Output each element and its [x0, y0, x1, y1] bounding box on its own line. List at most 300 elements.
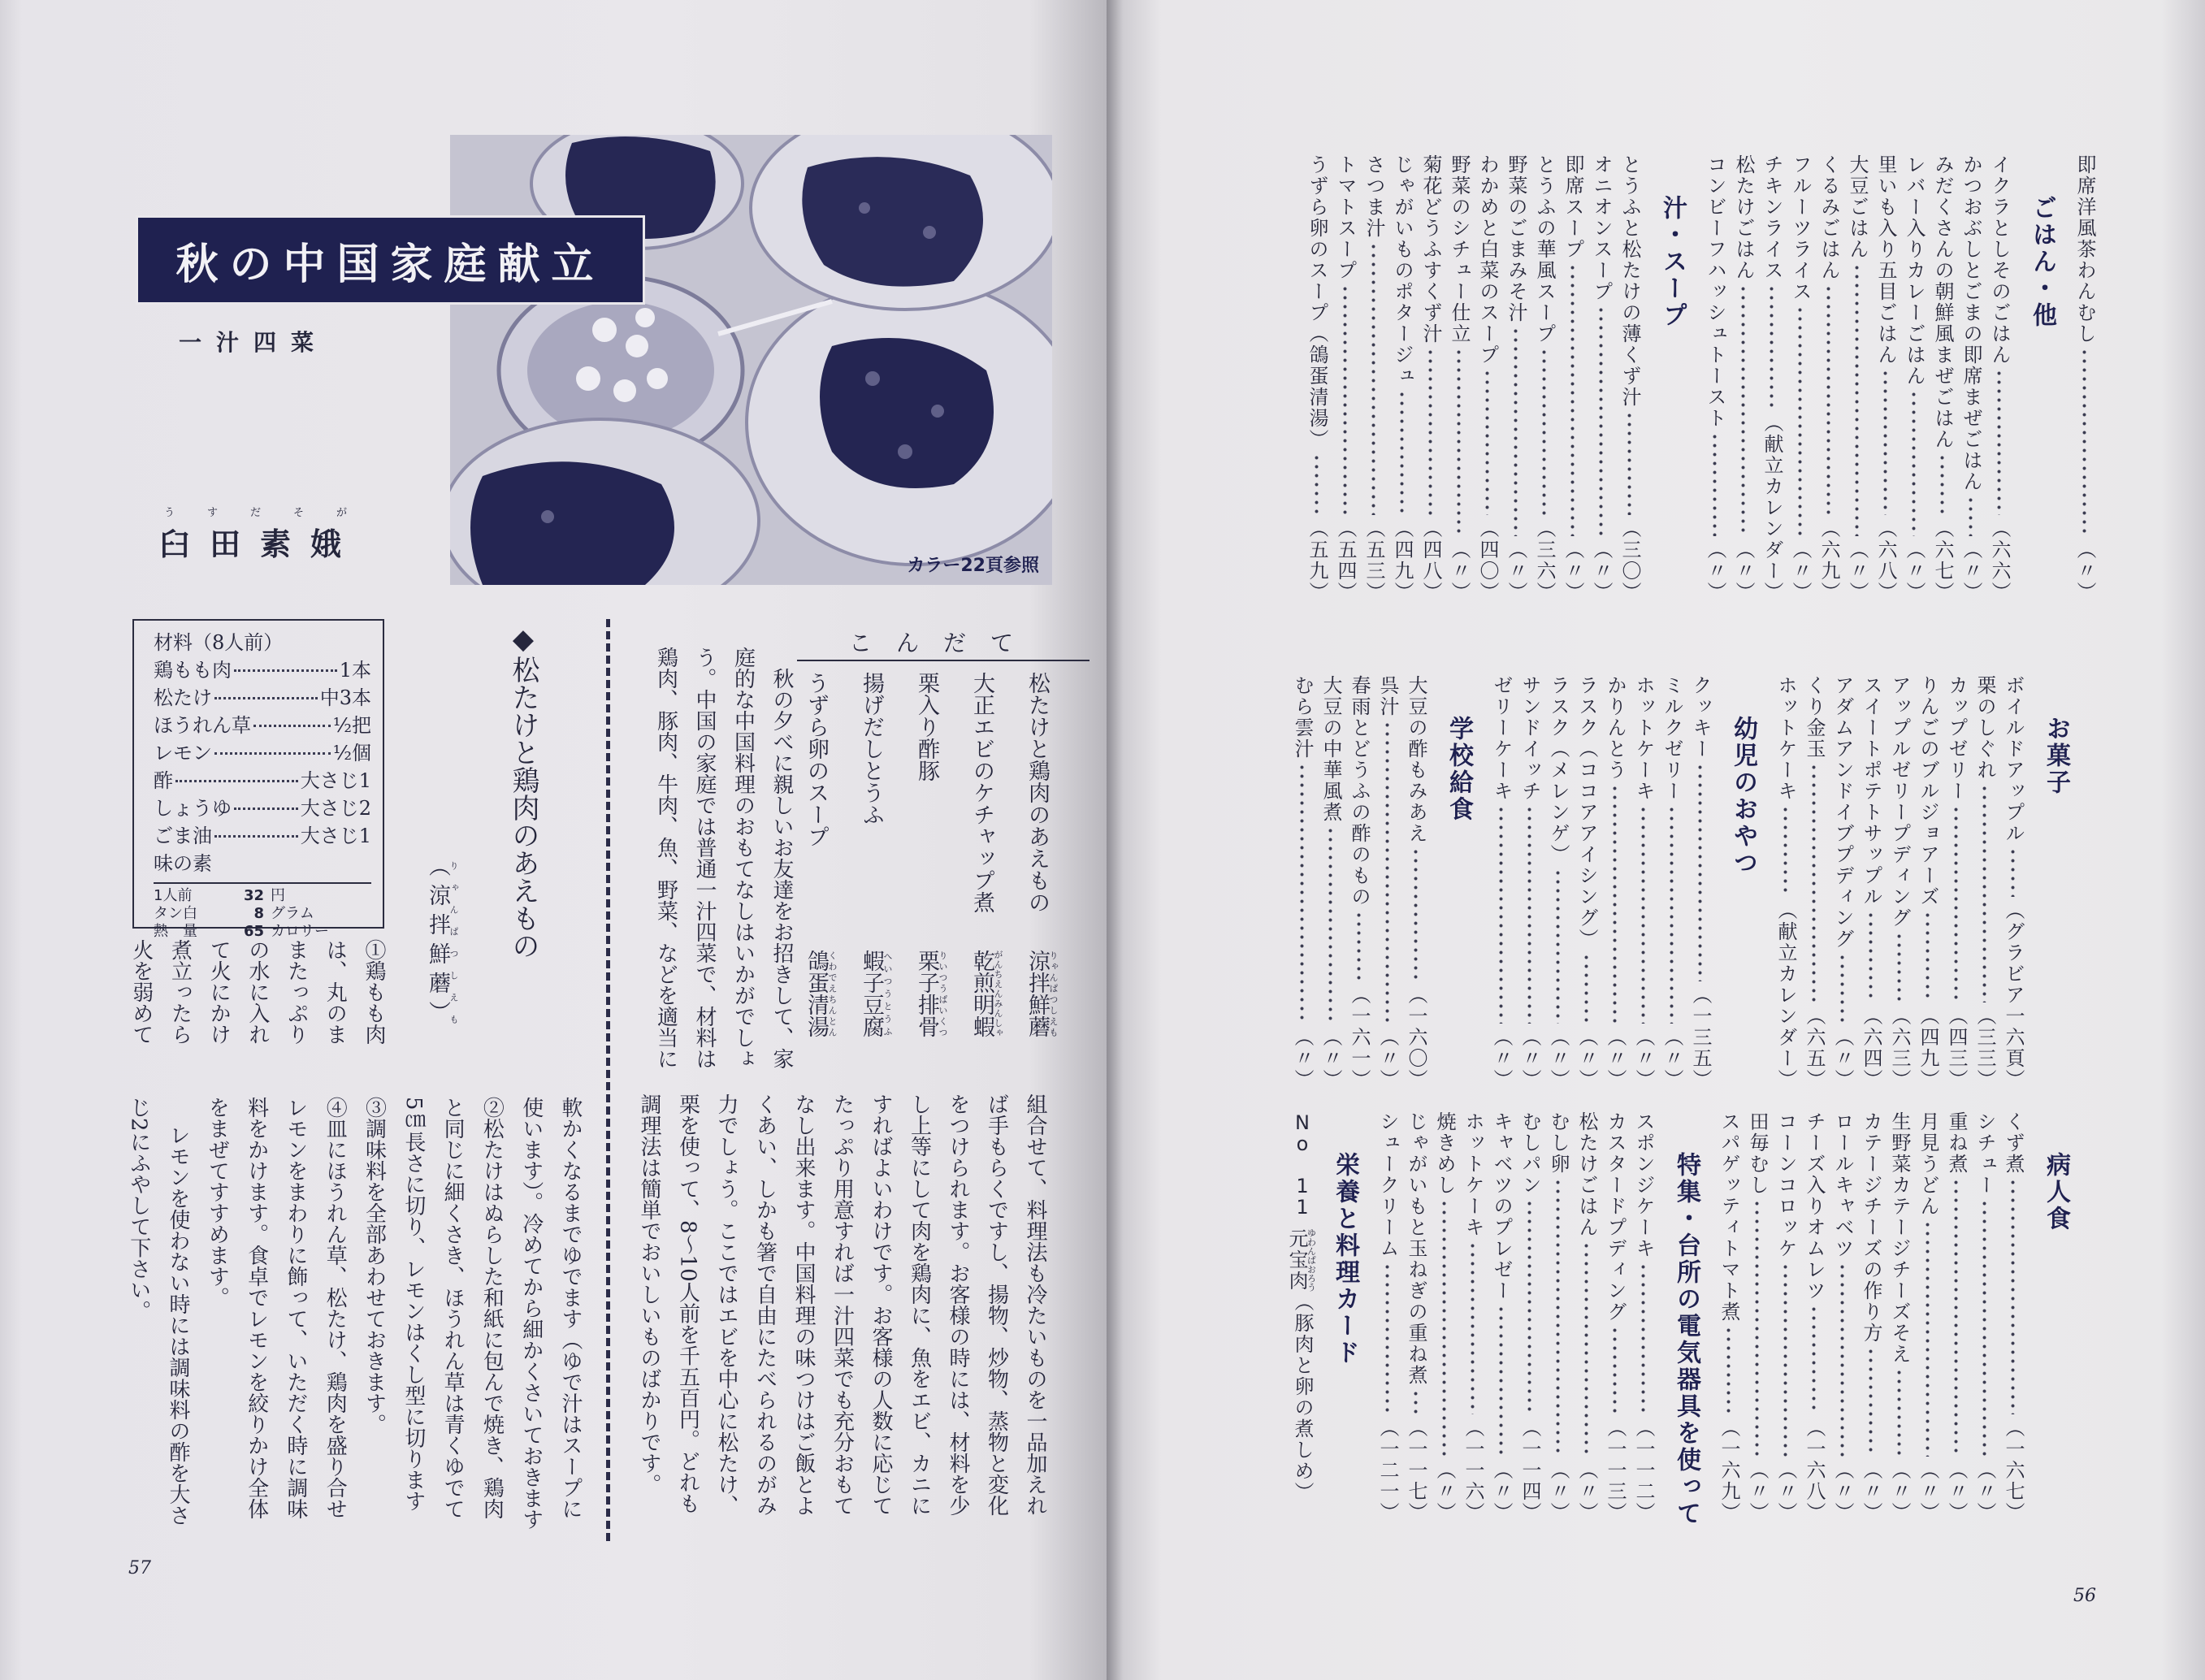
dot-leader: [1458, 1241, 1487, 1414]
dot-leader: [1999, 847, 2027, 897]
nutrition-label: 1人前: [154, 887, 193, 904]
menu-item-chinese: [843, 950, 899, 1037]
photo-caption: カラー22頁参照: [907, 556, 1039, 576]
section-heading: 病人食: [2042, 1152, 2070, 1232]
index-entry-name: 栗のしぐれ: [1973, 675, 1996, 781]
dot-leader: [1970, 1199, 1999, 1457]
index-entry-page-ref: （〃）: [1376, 1027, 1399, 1090]
index-entry-page-ref: （六四）: [1860, 1006, 1882, 1090]
dot-leader: [1843, 263, 1871, 536]
index-entry-name: 野菜のごまみそ汁: [1505, 154, 1527, 323]
index-entry: [1388, 154, 1416, 603]
dot-leader: [2070, 348, 2099, 536]
index-entry-name: むら雲汁: [1291, 675, 1314, 760]
text-line: と同じに細くさき、ほうれん草は青くゆでて: [440, 1097, 466, 1519]
index-entry-page-ref: （六九）: [1817, 518, 1840, 603]
index-entry: [1587, 154, 1615, 603]
index-entry-page-ref: （〃）: [1917, 1460, 1939, 1523]
section-heading: 学校給食: [1445, 716, 1473, 823]
text-line: くあい、しかも箸で自由にたべられるのがみ: [752, 1093, 778, 1516]
index-entry: [1970, 1111, 1999, 1523]
index-entry: [1900, 154, 1928, 603]
text-line: 料をかけます。食卓でレモンを絞りかけ全体: [244, 1097, 269, 1519]
dot-leader: [1814, 284, 1843, 515]
index-entry-page-ref: （〃）: [1945, 1460, 1968, 1523]
dot-leader: [1771, 805, 1800, 897]
index-entry: [1913, 1111, 1942, 1523]
menu-item-chinese-name: 蝦子豆腐: [859, 950, 884, 1037]
index-entry: [1985, 154, 2013, 603]
index-entry: [1629, 1111, 1657, 1523]
index-entry-page-ref: （〃）: [1661, 1027, 1683, 1090]
dot-leader: [1913, 911, 1942, 1002]
index-entry-name: キャベツのプレゼー: [1490, 1111, 1513, 1301]
index-entry-page-ref: （〃）: [1490, 1027, 1513, 1090]
index-entry-page-ref: （グラビア一六頁）: [2002, 900, 2025, 1090]
index-entry: [1686, 675, 1714, 1090]
menu-item-ruby: がんちえんみんしゃ: [993, 950, 1003, 1037]
index-entry: [2070, 154, 2099, 603]
text-line: 火を弱めて: [128, 939, 154, 1045]
index-entry-page-ref: （〃）: [1291, 1027, 1314, 1090]
ingredient-row: [154, 712, 371, 739]
index-entry-page-ref: （三六）: [1533, 518, 1556, 603]
text-line: じ2にふやして下さい。: [126, 1097, 151, 1322]
page-number-right: 56: [2073, 1586, 2096, 1606]
index-entry: [1572, 675, 1601, 1090]
text-line: レモンを使わない時には調味料の酢を大さ: [166, 1124, 191, 1526]
ingredient-amount: ½把: [332, 714, 371, 737]
index-entry-page-ref: （三〇）: [1618, 518, 1641, 603]
dot-leader: [1686, 763, 1714, 981]
recipe-steps-bottom: [119, 1097, 590, 1539]
index-entry-page-ref: （三三）: [1973, 1006, 1996, 1090]
index-entry: [1885, 675, 1913, 1090]
section-heading: 栄養と料理カード: [1331, 1152, 1359, 1366]
dot-leader: [1800, 1305, 1828, 1414]
index-entry: [1657, 675, 1686, 1090]
index-entry-page-ref: （一一二）: [1632, 1418, 1655, 1523]
index-entry: [1970, 675, 1999, 1090]
index-entry-page-ref: （〃）: [1604, 1027, 1627, 1090]
menu-item-chinese-name: 鴿蛋清湯: [804, 950, 829, 1037]
nutrition-unit: カロリー: [271, 923, 329, 940]
text-line: 調理法は簡単でおいしいものばかりです。: [637, 1093, 661, 1495]
index-entry-page-ref: （〃）: [1903, 539, 1926, 603]
page-number-left: 57: [128, 1558, 151, 1578]
dot-leader: [1601, 784, 1629, 1024]
index-band-middle: [1224, 675, 2084, 1090]
index-entry: [1828, 675, 1856, 1090]
dot-leader: [175, 780, 298, 782]
index-entry-name: 野菜のシチュー仕立: [1448, 154, 1471, 344]
index-entry: [1401, 675, 1430, 1090]
dot-leader: [1373, 721, 1401, 1024]
index-entry-name: カスタードプディング: [1604, 1111, 1627, 1323]
index-entry-name: スパゲッティトマト煮: [1718, 1111, 1740, 1323]
recipe-chinese-name-text: （涼拌鮮蘑）: [425, 855, 450, 1030]
ingredient-row: [154, 684, 371, 712]
index-entry-name: ボイルドアップル: [2002, 675, 2025, 844]
index-entry-page-ref: （〃）: [1448, 539, 1471, 603]
index-entry-page-ref: （〃）: [1319, 1027, 1342, 1090]
dot-leader: [1771, 1262, 1800, 1457]
menu-item-name: 栗入り酢豚: [914, 672, 939, 782]
dot-leader: [1757, 284, 1786, 409]
index-entry: [1331, 154, 1359, 603]
index-entry-page-ref: （〃）: [1575, 1460, 1598, 1523]
index-entry-name: とうふの華風スープ: [1533, 154, 1556, 344]
index-entry-name: 即席洋風茶わんむし: [2073, 154, 2096, 344]
index-entry: [1373, 1111, 1401, 1523]
menu-item-ruby: くわでえちんとん: [827, 950, 838, 1037]
index-entry-name: 大豆ごはん: [1846, 154, 1869, 260]
dot-leader: [1999, 1178, 2027, 1414]
index-entry: [1572, 1111, 1601, 1523]
index-entry: [1445, 154, 1473, 603]
index-entry: [1515, 675, 1544, 1090]
menu-item-chinese: [954, 950, 1009, 1037]
dot-leader: [1302, 453, 1331, 515]
index-entry-name: ロールキャベツ: [1831, 1111, 1854, 1259]
index-entry: [1359, 154, 1388, 603]
ingredient-row: [154, 739, 371, 767]
dot-leader: [1985, 369, 2013, 515]
dot-leader: [1913, 1220, 1942, 1457]
dot-leader: [1615, 411, 1644, 515]
dot-leader: [1900, 390, 1928, 536]
text-line: またっぷり: [284, 939, 309, 1045]
index-entry: [1629, 675, 1657, 1090]
dot-leader: [1942, 805, 1970, 1002]
dot-leader: [1856, 911, 1885, 1002]
index-entry-page-ref: （一一七）: [1405, 1418, 1427, 1523]
dashed-divider: [606, 619, 610, 1541]
index-entry: [1544, 1111, 1572, 1523]
dot-leader: [1373, 1262, 1401, 1414]
index-entry-name: コンビーフハッシュトースト: [1704, 154, 1726, 429]
index-entry-page-ref: （一六〇）: [1405, 985, 1427, 1090]
ingredient-amount: ½個: [332, 742, 371, 764]
index-entry: [1700, 154, 1729, 603]
index-entry: [1885, 1111, 1913, 1523]
text-line: 組合せて、料理法も冷たいものを一品加えれ: [1023, 1093, 1047, 1516]
ingredient-row: [154, 767, 371, 795]
index-entry-page-ref: （四三）: [1945, 1006, 1968, 1090]
index-entry-name: 月見うどん: [1917, 1111, 1939, 1217]
index-entry-page-ref: （〃）: [1575, 1027, 1598, 1090]
text-line: ④皿にほうれん草、松たけ、鶏肉を盛り合せ: [323, 1097, 348, 1519]
index-entry-page-ref: （一一六）: [1462, 1418, 1484, 1523]
index-entry: [1430, 1111, 1458, 1523]
author-ruby: うすだそが: [164, 507, 380, 519]
index-entry-name: かつおぶしとごまの即席まぜごはん: [1960, 154, 1982, 492]
ingredient-name: 鶏もも肉: [154, 659, 232, 682]
ingredient-name: 味の素: [154, 852, 212, 875]
text-line: なし出来ます。中国料理の味つけはご飯とよ: [791, 1093, 816, 1516]
ingredient-amount: 大さじ2: [300, 797, 371, 820]
index-entry-name: 春雨とどうふの酢のもの: [1348, 675, 1371, 907]
ingredient-name: しょうゆ: [154, 797, 232, 820]
ingredient-name: レモン: [154, 742, 212, 764]
menu-item-chinese-name: 乾煎明蝦: [969, 950, 994, 1037]
index-band-bottom: [1224, 1111, 2084, 1527]
dot-leader: [1544, 1178, 1572, 1457]
dot-leader: [1885, 1368, 1913, 1457]
index-entry-name: かりんとう: [1604, 675, 1627, 781]
food-photo: [450, 135, 1052, 585]
menu-item-ruby: へいつうとうふ: [882, 950, 893, 1037]
index-entry-name: スイートポテトサップル: [1860, 675, 1882, 907]
dot-leader: [1288, 763, 1316, 1024]
index-entry: [1913, 675, 1942, 1090]
index-entry-name: 菊花どうふすくず汁: [1419, 154, 1442, 344]
text-line: をまぜてすすめます。: [205, 1097, 230, 1308]
dot-leader: [214, 697, 318, 699]
index-entry-name: 焼きめし: [1433, 1111, 1456, 1196]
index-entry-name: むし卵: [1547, 1111, 1570, 1175]
index-entry-name: スポンジケーキ: [1632, 1111, 1655, 1259]
index-entry-page-ref: （〃）: [1518, 1027, 1541, 1090]
index-entry-name: コーンコロッケ: [1774, 1111, 1797, 1259]
menu-item: [843, 672, 899, 1037]
index-entry: [1515, 1111, 1544, 1523]
index-entry-page-ref: （一六一）: [1348, 985, 1371, 1090]
index-entry-page-ref: （〃）: [1973, 1460, 1996, 1523]
ingredient-name: ほうれん草: [154, 714, 251, 737]
dot-leader: [1587, 305, 1615, 536]
index-entry-page-ref: （〃）: [1547, 1027, 1570, 1090]
index-entry-name: チーズ入りオムレツ: [1803, 1111, 1826, 1301]
dot-leader: [214, 835, 298, 838]
index-entry-page-ref: （〃）: [1704, 539, 1726, 603]
section-heading: 特集・台所の電気器具を使って: [1672, 1152, 1700, 1527]
index-entry-ruby-group: [1285, 1228, 1317, 1292]
dot-leader: [1714, 1326, 1743, 1414]
index-entry-name: わかめと白菜のスープ: [1476, 154, 1499, 366]
index-entry-page-ref: （献立カレンダー）: [1774, 900, 1797, 1090]
menu-item: [954, 672, 1009, 1037]
index-entry-name: ラスク（メレンゲ）: [1547, 675, 1570, 865]
dot-leader: [1942, 1178, 1970, 1457]
index-band-top: [1235, 154, 2099, 603]
dot-leader: [1359, 242, 1388, 515]
ingredient-row: [154, 850, 371, 877]
index-entry-name: 生野菜カテージチーズそえ: [1888, 1111, 1911, 1365]
index-entry-page-ref: （〃）: [2073, 539, 2096, 603]
index-entry-page-ref: （〃）: [1888, 1460, 1911, 1523]
index-entry-name: トマトスープ: [1334, 154, 1357, 281]
ingredient-name: ごま油: [154, 825, 212, 847]
dot-leader: [1388, 390, 1416, 515]
dot-leader: [1487, 1305, 1515, 1457]
index-entry: [1714, 1111, 1743, 1523]
right-page: [1107, 0, 2205, 1680]
index-entry: [1601, 1111, 1629, 1523]
index-entry-name: りんごのブルジョアーズ: [1917, 675, 1939, 907]
menu-item-name: 松たけと鶏肉のあえもの: [1025, 672, 1050, 913]
text-line: 煮立ったら: [167, 939, 193, 1045]
index-entry: [1373, 675, 1401, 1090]
index-entry-name: オニオンスープ: [1590, 154, 1613, 302]
index-entry-page-ref: （〃）: [1774, 1460, 1797, 1523]
index-entry-page-ref: （六七）: [1931, 518, 1954, 603]
index-entry: [1871, 154, 1900, 603]
index-entry-name: シチュー: [1973, 1111, 1996, 1196]
nutrition-table: [154, 882, 371, 941]
text-line: 鶏肉、豚肉、牛肉、魚、野菜、などを適当に: [653, 647, 678, 1069]
ingredient-row: [154, 795, 371, 822]
nutrition-row: [154, 887, 371, 905]
index-entry: [1316, 675, 1345, 1090]
dot-leader: [1515, 805, 1544, 1024]
dot-leader: [214, 752, 331, 755]
index-entry: [1786, 154, 1814, 603]
ingredient-row: [154, 656, 371, 684]
section-heading: 汁・スープ: [1658, 195, 1687, 329]
menu-item: [899, 672, 954, 1037]
index-entry: [1302, 154, 1331, 603]
text-line: 栗を使って、8～10人前を千五百円。どれも: [675, 1093, 700, 1514]
section-heading: 幼児のおやつ: [1729, 716, 1757, 877]
index-entry-page-ref: （〃）: [1590, 539, 1613, 603]
index-entry: [1942, 675, 1970, 1090]
dot-leader: [1430, 1199, 1458, 1457]
index-entry-page-ref: （一六七）: [2002, 1418, 2025, 1523]
index-entry-page-ref: （一二一）: [1376, 1418, 1399, 1523]
nutrition-value: 32: [243, 887, 264, 904]
menu-item-ruby: りいつうぱいくつ: [938, 950, 948, 1037]
dot-leader: [1316, 826, 1345, 1024]
index-entry-page-ref: （〃）: [1490, 1460, 1513, 1523]
index-entry-page-ref: （四八）: [1419, 518, 1442, 603]
index-entry-name: ホットケーキ: [1632, 675, 1655, 802]
index-entry-page-ref: （〃）: [1860, 1460, 1882, 1523]
index-entry-page-ref: （五四）: [1334, 518, 1357, 603]
index-entry-page-ref: （〃）: [1547, 1460, 1570, 1523]
dot-leader: [1885, 932, 1913, 1002]
menu-item-name: 揚げだしとうふ: [859, 672, 884, 825]
index-entry-page-ref: （一一三）: [1604, 1418, 1627, 1523]
index-entry: [1601, 675, 1629, 1090]
text-line: 庭的な中国料理のおもてなしはいかがでしょ: [730, 647, 756, 1069]
dot-leader: [1871, 369, 1900, 515]
ingredient-amount: 中3本: [319, 686, 371, 709]
index-entry-page-ref: （五九）: [1306, 518, 1328, 603]
index-entry: [1942, 1111, 1970, 1523]
index-entry-page-ref: （一三五）: [1689, 985, 1712, 1090]
ingredients-header: 材料（8人前）: [154, 631, 284, 654]
dot-leader: [1828, 953, 1856, 1024]
text-line: 秋の夕べに親しいお友達をお招きして、家: [769, 668, 794, 1069]
text-line: は、丸のま: [323, 939, 348, 1045]
photo-image: [450, 135, 1052, 585]
text-line: たっぷり用意すれば一汁四菜でも充分おもて: [830, 1093, 855, 1516]
index-entry: [1458, 1111, 1487, 1523]
index-entry: [1416, 154, 1445, 603]
index-entry-name: じゃがいもと玉ねぎの重ね煮: [1405, 1111, 1427, 1386]
index-entry-name: レバー入りカレーごはん: [1903, 154, 1926, 387]
dot-leader: [1786, 305, 1814, 536]
dot-leader: [1558, 263, 1587, 536]
nutrition-unit: 円: [271, 887, 285, 904]
ingredients-box: [132, 619, 384, 940]
index-entry-name: シュークリーム: [1376, 1111, 1399, 1259]
text-line: の水に入れ: [245, 939, 270, 1045]
index-entry-number: No 11: [1291, 1111, 1314, 1217]
index-entry-name: 重ね煮: [1945, 1111, 1968, 1175]
index-entry-page-ref: （〃）: [1746, 1460, 1769, 1523]
index-entry-name: 松たけごはん: [1575, 1111, 1598, 1238]
section-heading: ごはん・他: [2028, 195, 2056, 329]
index-entry: [1828, 1111, 1856, 1523]
index-entry-name: 大豆の酢もみあえ: [1405, 675, 1427, 844]
text-line: レモンをまわりに飾って、いただく時に調味: [283, 1097, 308, 1519]
kondate-header: こんだて: [797, 626, 1090, 661]
index-entry: [1729, 154, 1757, 603]
dot-leader: [1331, 284, 1359, 515]
menu-item-chinese-name: 涼拌鮮蘑: [1025, 950, 1050, 1037]
index-entry: [1558, 154, 1587, 603]
index-entry: [1487, 1111, 1515, 1523]
ingredient-amount: 大さじ1: [300, 825, 371, 847]
index-entry-name: アダムアンドイブプディング: [1831, 675, 1854, 950]
index-entry: [1771, 1111, 1800, 1523]
index-entry: [1843, 154, 1871, 603]
index-entry-name: ホットケーキ: [1774, 675, 1797, 802]
index-entry-page-ref: （四九）: [1391, 518, 1414, 603]
nutrition-unit: グラム: [271, 905, 314, 922]
index-entry-name: みだくさんの朝鮮風まぜごはん: [1931, 154, 1954, 450]
menu-item-chinese-name: 栗子排骨: [914, 950, 939, 1037]
index-entry: [1928, 154, 1956, 603]
dot-leader: [253, 725, 331, 727]
index-entry-page-ref: （一六九）: [1718, 1418, 1740, 1523]
index-entry-name: 呉汁: [1376, 675, 1399, 717]
index-entry-name: とうふと松たけの薄くず汁: [1618, 154, 1641, 408]
text-line: ば手もらくですし、揚物、炒物、蒸物と変化: [984, 1093, 1009, 1516]
index-entry-name: じゃがいものポタージュ: [1391, 154, 1414, 387]
dot-leader: [1515, 1199, 1544, 1414]
dot-leader: [1729, 284, 1757, 536]
index-entry: [1487, 675, 1515, 1090]
text-line: 5㎝長さに切り、レモンはくし型に切ります: [401, 1097, 426, 1512]
index-entry-page-ref: （〃）: [1846, 539, 1869, 603]
dot-leader: [1928, 453, 1956, 515]
body-text: [629, 1093, 1054, 1536]
menu-item-chinese: [1009, 950, 1064, 1037]
index-entry-name: フルーツライス: [1789, 154, 1812, 302]
dot-leader: [1530, 348, 1558, 515]
text-line: ①鶏もも肉: [362, 939, 386, 1045]
index-entry-page-ref: （献立カレンダー）: [1761, 413, 1783, 603]
index-entry: [1800, 675, 1828, 1090]
article-subtitle: 一汁四菜: [179, 329, 329, 356]
index-entry: [1999, 675, 2027, 1090]
author-name: 臼田素娥: [159, 526, 362, 562]
index-entry-name: チキンライス: [1761, 154, 1783, 281]
index-entry-name: イクラとしそのごはん: [1988, 154, 2011, 366]
recipe-chinese-ruby: りゃんぱつしえも: [448, 855, 459, 1030]
dot-leader: [1401, 847, 1430, 981]
index-entry-name: ラスク（ココアアイシング）: [1575, 675, 1598, 950]
index-entry-name: ミルクゼリー: [1661, 675, 1683, 802]
dot-leader: [1629, 805, 1657, 1024]
nutrition-row: [154, 905, 371, 923]
index-entry: [1288, 675, 1316, 1090]
index-entry: [1771, 675, 1800, 1090]
text-line: 力でしょう。ここではエビを中心に松たけ、: [714, 1093, 739, 1516]
